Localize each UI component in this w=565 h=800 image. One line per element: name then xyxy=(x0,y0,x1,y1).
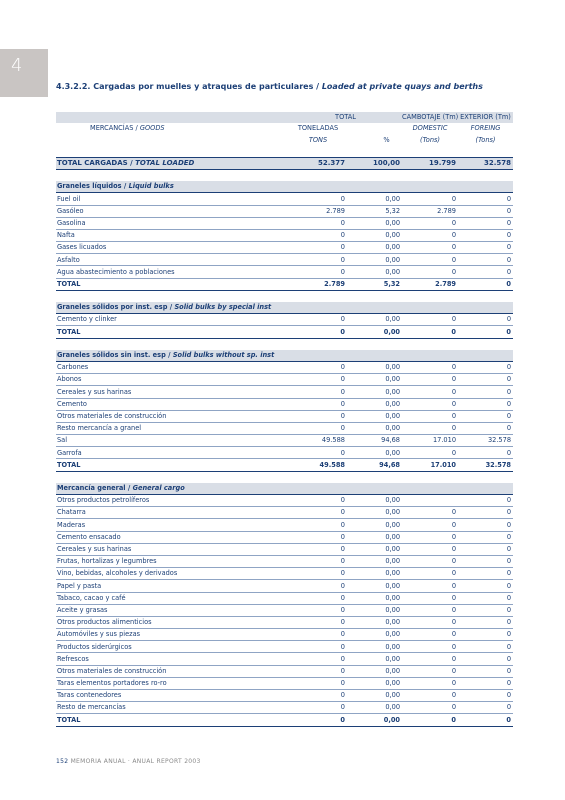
row-pct: 0,00 xyxy=(347,326,402,338)
row-name: Cemento y clinker xyxy=(56,314,289,326)
table-row xyxy=(56,422,513,434)
row-domestic: 0 xyxy=(402,677,458,689)
row-pct: 0,00 xyxy=(347,507,402,519)
grand-total-label-en: TOTAL LOADED xyxy=(135,158,195,167)
row-name: Asfalto xyxy=(56,254,289,266)
header-goods: GOODS xyxy=(139,124,165,133)
header-total: TOTAL xyxy=(289,112,402,123)
table-row xyxy=(56,568,513,580)
header-tons-domestic: (Tons) xyxy=(420,135,441,144)
row-domestic: 0 xyxy=(402,665,458,677)
row-name: Gasolina xyxy=(56,217,289,229)
row-foreign: 0 xyxy=(458,422,513,434)
row-domestic: 2.789 xyxy=(402,278,458,290)
row-tons: 0 xyxy=(289,665,347,677)
row-name: Carbones xyxy=(56,361,289,373)
row-name: Cereales y sus harinas xyxy=(56,386,289,398)
row-tons: 0 xyxy=(289,361,347,373)
row-pct: 0,00 xyxy=(347,568,402,580)
row-pct: 0,00 xyxy=(347,531,402,543)
row-tons: 0 xyxy=(289,507,347,519)
row-pct: 0,00 xyxy=(347,374,402,386)
table-row xyxy=(56,507,513,519)
row-name: Sal xyxy=(56,435,289,447)
row-name: TOTAL xyxy=(56,278,289,290)
group-title-es: Graneles sólidos sin inst. esp / xyxy=(57,351,173,360)
row-tons: 0 xyxy=(289,386,347,398)
row-domestic: 0 xyxy=(402,519,458,531)
row-domestic: 0 xyxy=(402,629,458,641)
row-foreign: 0 xyxy=(458,266,513,278)
table-row xyxy=(56,266,513,278)
row-foreign: 0 xyxy=(458,242,513,254)
table-row xyxy=(56,435,513,447)
row-foreign: 0 xyxy=(458,254,513,266)
row-tons: 0 xyxy=(289,374,347,386)
row-domestic: 0 xyxy=(402,314,458,326)
row-name: Resto mercancía a granel xyxy=(56,422,289,434)
row-tons: 0 xyxy=(289,543,347,555)
row-pct: 0,00 xyxy=(347,495,402,507)
row-pct: 0,00 xyxy=(347,229,402,241)
row-name: Gasóleo xyxy=(56,205,289,217)
row-foreign: 0 xyxy=(458,677,513,689)
row-foreign: 32.578 xyxy=(458,459,513,471)
table-row xyxy=(56,254,513,266)
row-tons: 0 xyxy=(289,653,347,665)
row-domestic: 0 xyxy=(402,702,458,714)
header-toneladas: TONELADAS xyxy=(297,124,339,133)
group-header xyxy=(56,483,513,495)
row-domestic: 0 xyxy=(402,422,458,434)
row-tons: 49.588 xyxy=(289,435,347,447)
table-row xyxy=(56,641,513,653)
row-pct: 0,00 xyxy=(347,519,402,531)
row-tons: 0 xyxy=(289,629,347,641)
row-name: Chatarra xyxy=(56,507,289,519)
row-tons: 0 xyxy=(289,447,347,459)
row-name: Taras contenedores xyxy=(56,690,289,702)
row-domestic: 0 xyxy=(402,580,458,592)
row-domestic: 17.010 xyxy=(402,435,458,447)
row-pct: 0,00 xyxy=(347,580,402,592)
group-title-en: Solid bulks by special inst xyxy=(174,303,272,312)
group-title xyxy=(56,181,513,193)
row-domestic xyxy=(402,495,458,507)
row-pct: 5,32 xyxy=(347,278,402,290)
table-row xyxy=(56,592,513,604)
row-domestic: 0 xyxy=(402,254,458,266)
row-foreign: 0 xyxy=(458,314,513,326)
row-name: Productos siderúrgicos xyxy=(56,641,289,653)
row-foreign: 0 xyxy=(458,205,513,217)
row-pct: 0,00 xyxy=(347,242,402,254)
grand-total-tons: 52.377 xyxy=(289,157,347,169)
row-foreign: 0 xyxy=(458,555,513,567)
row-tons: 0 xyxy=(289,410,347,422)
row-tons: 0 xyxy=(289,568,347,580)
row-tons: 0 xyxy=(289,229,347,241)
row-foreign: 0 xyxy=(458,217,513,229)
row-name: TOTAL xyxy=(56,714,289,726)
group-header xyxy=(56,181,513,193)
row-pct: 0,00 xyxy=(347,665,402,677)
row-pct: 0,00 xyxy=(347,193,402,205)
row-tons: 0 xyxy=(289,714,347,726)
row-name: TOTAL xyxy=(56,459,289,471)
row-domestic: 0 xyxy=(402,266,458,278)
row-foreign: 0 xyxy=(458,641,513,653)
row-domestic: 0 xyxy=(402,616,458,628)
group-total-row xyxy=(56,278,513,290)
row-name: Agua abastecimiento a poblaciones xyxy=(56,266,289,278)
row-domestic: 0 xyxy=(402,531,458,543)
row-tons: 0 xyxy=(289,254,347,266)
row-name: Gases licuados xyxy=(56,242,289,254)
row-foreign: 0 xyxy=(458,665,513,677)
row-tons: 0 xyxy=(289,616,347,628)
group-title xyxy=(56,483,513,495)
row-tons: 0 xyxy=(289,242,347,254)
row-pct: 0,00 xyxy=(347,604,402,616)
row-pct: 0,00 xyxy=(347,543,402,555)
table-row xyxy=(56,629,513,641)
row-domestic: 0 xyxy=(402,374,458,386)
group-title-es: Graneles sólidos por inst. esp / xyxy=(57,303,175,312)
row-name: Tabaco, cacao y café xyxy=(56,592,289,604)
table-row xyxy=(56,242,513,254)
section-title-es: 4.3.2.2. Cargadas por muelles y atraques de particulares / xyxy=(56,82,322,91)
row-foreign: 0 xyxy=(458,507,513,519)
row-domestic: 0 xyxy=(402,229,458,241)
row-tons: 0 xyxy=(289,326,347,338)
table-row xyxy=(56,690,513,702)
row-foreign: 0 xyxy=(458,361,513,373)
row-domestic: 0 xyxy=(402,242,458,254)
header-cabotaje: CAMBOTAJE (Tm) xyxy=(402,113,459,122)
grand-total-row xyxy=(56,157,513,169)
group-title xyxy=(56,302,513,314)
row-name: Otros materiales de construcción xyxy=(56,665,289,677)
row-pct: 0,00 xyxy=(347,447,402,459)
row-domestic: 0 xyxy=(402,555,458,567)
grand-total-domestic: 19.799 xyxy=(402,157,458,169)
group-total-row xyxy=(56,714,513,726)
row-domestic: 0 xyxy=(402,398,458,410)
row-foreign: 0 xyxy=(458,629,513,641)
header-domestic: DOMESTIC xyxy=(412,124,448,133)
row-domestic: 0 xyxy=(402,604,458,616)
header-row-3 xyxy=(56,134,513,145)
header-tons: TONS xyxy=(308,135,328,144)
row-name: TOTAL xyxy=(56,326,289,338)
group-title-en: General cargo xyxy=(132,484,185,493)
row-foreign: 0 xyxy=(458,702,513,714)
table-row xyxy=(56,205,513,217)
row-domestic: 0 xyxy=(402,361,458,373)
row-pct: 0,00 xyxy=(347,629,402,641)
row-tons: 0 xyxy=(289,702,347,714)
row-foreign: 0 xyxy=(458,326,513,338)
row-domestic: 0 xyxy=(402,568,458,580)
section-title xyxy=(56,82,526,91)
header-exterior: EXTERIOR (Tm) xyxy=(458,112,513,123)
table-row xyxy=(56,398,513,410)
row-tons: 0 xyxy=(289,677,347,689)
row-foreign: 0 xyxy=(458,616,513,628)
row-domestic: 17.010 xyxy=(402,459,458,471)
table-row xyxy=(56,229,513,241)
table-row xyxy=(56,604,513,616)
row-pct: 94,68 xyxy=(347,459,402,471)
row-foreign: 0 xyxy=(458,604,513,616)
row-pct: 0,00 xyxy=(347,641,402,653)
row-name: Frutas, hortalizas y legumbres xyxy=(56,555,289,567)
grand-total-foreign: 32.578 xyxy=(458,157,513,169)
table-row xyxy=(56,677,513,689)
group-header xyxy=(56,350,513,362)
row-name: Vino, bebidas, alcoholes y derivados xyxy=(56,568,289,580)
row-pct: 0,00 xyxy=(347,398,402,410)
group-header xyxy=(56,302,513,314)
header-tons-foreing: (Tons) xyxy=(475,135,496,144)
row-tons: 0 xyxy=(289,266,347,278)
row-foreign: 0 xyxy=(458,386,513,398)
row-pct: 0,00 xyxy=(347,266,402,278)
group-total-row xyxy=(56,326,513,338)
table-row xyxy=(56,616,513,628)
row-name: Resto de mercancías xyxy=(56,702,289,714)
table-row xyxy=(56,314,513,326)
header-row-1 xyxy=(56,112,513,123)
group-title-es: Mercancía general / xyxy=(57,484,133,493)
row-tons: 2.789 xyxy=(289,205,347,217)
row-name: Taras elementos portadores ro-ro xyxy=(56,677,289,689)
group-title xyxy=(56,350,513,362)
row-domestic: 0 xyxy=(402,543,458,555)
row-tons: 0 xyxy=(289,690,347,702)
table-row xyxy=(56,702,513,714)
row-foreign: 32.578 xyxy=(458,435,513,447)
row-name: Otros productos petrolíferos xyxy=(56,495,289,507)
row-name: Otros materiales de construcción xyxy=(56,410,289,422)
row-foreign: 0 xyxy=(458,278,513,290)
row-tons: 0 xyxy=(289,555,347,567)
row-domestic: 0 xyxy=(402,507,458,519)
group-total-row xyxy=(56,459,513,471)
table-row xyxy=(56,386,513,398)
page-footer xyxy=(56,758,201,765)
row-pct: 0,00 xyxy=(347,690,402,702)
row-foreign: 0 xyxy=(458,543,513,555)
row-tons: 2.789 xyxy=(289,278,347,290)
row-tons: 0 xyxy=(289,495,347,507)
row-pct: 0,00 xyxy=(347,592,402,604)
row-domestic: 0 xyxy=(402,690,458,702)
row-name: Papel y pasta xyxy=(56,580,289,592)
row-tons: 0 xyxy=(289,604,347,616)
row-name: Nafta xyxy=(56,229,289,241)
row-tons: 0 xyxy=(289,422,347,434)
row-domestic: 0 xyxy=(402,641,458,653)
row-foreign: 0 xyxy=(458,229,513,241)
row-pct: 0,00 xyxy=(347,386,402,398)
grand-total-label: TOTAL CARGADAS / xyxy=(57,158,136,167)
row-name: Cemento xyxy=(56,398,289,410)
header-percent: % xyxy=(383,135,390,144)
row-foreign: 0 xyxy=(458,714,513,726)
row-domestic: 2.789 xyxy=(402,205,458,217)
row-foreign: 0 xyxy=(458,580,513,592)
row-pct: 0,00 xyxy=(347,555,402,567)
row-foreign: 0 xyxy=(458,519,513,531)
row-domestic: 0 xyxy=(402,410,458,422)
cargo-table xyxy=(56,112,513,727)
row-foreign: 0 xyxy=(458,398,513,410)
row-tons: 0 xyxy=(289,580,347,592)
row-domestic: 0 xyxy=(402,447,458,459)
chapter-number: 4 xyxy=(11,55,23,76)
row-name: Maderas xyxy=(56,519,289,531)
header-row-2 xyxy=(56,123,513,134)
section-title-en: Loaded at private quays and berths xyxy=(321,82,483,91)
row-name: Otros productos alimenticios xyxy=(56,616,289,628)
table-row xyxy=(56,361,513,373)
header-foreing: FOREING xyxy=(470,124,501,133)
row-tons: 0 xyxy=(289,519,347,531)
row-tons: 49.588 xyxy=(289,459,347,471)
table-row xyxy=(56,374,513,386)
group-title-es: Graneles líquidos / xyxy=(57,182,129,191)
row-tons: 0 xyxy=(289,398,347,410)
header-goods-cell xyxy=(56,123,289,134)
row-foreign: 0 xyxy=(458,374,513,386)
row-foreign: 0 xyxy=(458,193,513,205)
row-domestic: 0 xyxy=(402,217,458,229)
table-row xyxy=(56,543,513,555)
row-domestic: 0 xyxy=(402,386,458,398)
row-domestic: 0 xyxy=(402,653,458,665)
row-pct: 0,00 xyxy=(347,410,402,422)
table-row xyxy=(56,519,513,531)
row-name: Fuel oil xyxy=(56,193,289,205)
row-domestic: 0 xyxy=(402,592,458,604)
group-title-en: Solid bulks without sp. inst xyxy=(172,351,275,360)
row-pct: 0,00 xyxy=(347,217,402,229)
row-name: Cereales y sus harinas xyxy=(56,543,289,555)
row-foreign: 0 xyxy=(458,410,513,422)
row-tons: 0 xyxy=(289,641,347,653)
row-foreign: 0 xyxy=(458,690,513,702)
row-tons: 0 xyxy=(289,193,347,205)
row-pct: 0,00 xyxy=(347,702,402,714)
row-foreign: 0 xyxy=(458,495,513,507)
row-pct: 94,68 xyxy=(347,435,402,447)
row-pct: 5,32 xyxy=(347,205,402,217)
row-name: Aceite y grasas xyxy=(56,604,289,616)
row-tons: 0 xyxy=(289,314,347,326)
table-row xyxy=(56,193,513,205)
footer-text: MEMORIA ANUAL · ANUAL REPORT 2003 xyxy=(70,758,201,765)
row-name: Abonos xyxy=(56,374,289,386)
table-row xyxy=(56,653,513,665)
group-title-en: Liquid bulks xyxy=(128,182,174,191)
table-row xyxy=(56,665,513,677)
row-foreign: 0 xyxy=(458,592,513,604)
row-foreign: 0 xyxy=(458,447,513,459)
header-mercancias: MERCANCÍAS / xyxy=(90,124,140,133)
row-pct: 0,00 xyxy=(347,677,402,689)
row-pct: 0,00 xyxy=(347,361,402,373)
row-name: Automóviles y sus piezas xyxy=(56,629,289,641)
chapter-tab xyxy=(0,49,48,97)
table-row xyxy=(56,410,513,422)
table-row xyxy=(56,531,513,543)
row-tons: 0 xyxy=(289,531,347,543)
row-tons: 0 xyxy=(289,592,347,604)
row-pct: 0,00 xyxy=(347,714,402,726)
table-row xyxy=(56,217,513,229)
row-pct: 0,00 xyxy=(347,314,402,326)
grand-total-pct: 100,00 xyxy=(347,157,402,169)
row-name: Cemento ensacado xyxy=(56,531,289,543)
grand-total-label-cell xyxy=(56,157,289,169)
row-domestic: 0 xyxy=(402,714,458,726)
table-row xyxy=(56,555,513,567)
row-pct: 0,00 xyxy=(347,653,402,665)
row-foreign: 0 xyxy=(458,531,513,543)
row-domestic: 0 xyxy=(402,193,458,205)
table-row xyxy=(56,495,513,507)
row-foreign: 0 xyxy=(458,568,513,580)
row-pct: 0,00 xyxy=(347,422,402,434)
row-name: Refrescos xyxy=(56,653,289,665)
row-pct: 0,00 xyxy=(347,616,402,628)
row-foreign: 0 xyxy=(458,653,513,665)
table-row xyxy=(56,447,513,459)
row-tons: 0 xyxy=(289,217,347,229)
table-row xyxy=(56,580,513,592)
row-domestic: 0 xyxy=(402,326,458,338)
page-number: 152 xyxy=(56,758,69,765)
row-pct: 0,00 xyxy=(347,254,402,266)
row-name: Garrofa xyxy=(56,447,289,459)
